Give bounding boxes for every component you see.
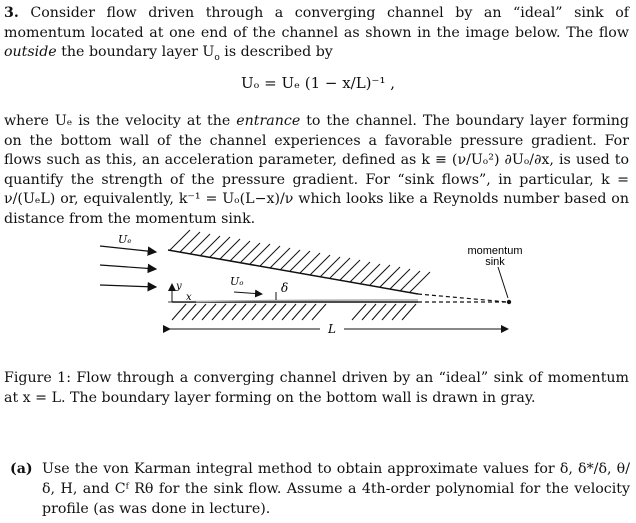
intro-text-2: the boundary layer U	[56, 44, 215, 60]
delta-label: δ	[281, 281, 289, 295]
part-a-tag: (a)	[10, 461, 33, 477]
uo-arrow	[234, 292, 262, 294]
channel-figure	[0, 222, 636, 352]
figure-caption: Figure 1: Flow through a converging channel driven by an “ideal” sink of momentum at x = L. The boundary layer forming on the bottom wall is drawn in gray.	[4, 370, 629, 406]
sink-label-2: sink	[485, 256, 505, 268]
main-equation	[0, 74, 636, 92]
inflow-arrows	[100, 246, 156, 287]
intro-sub: o	[214, 52, 220, 63]
sink-label-1: momentum	[467, 245, 523, 257]
y-label: y	[176, 281, 182, 292]
problem-number: 3.	[4, 5, 19, 21]
intro-text-1: Consider flow driven through a converging channel by an “ideal” sink of momentum located at one end of the channel as shown in the image below. The flow	[4, 5, 629, 41]
problem-intro	[4, 4, 629, 68]
top-dash	[418, 294, 508, 302]
ue-label: Uₑ	[118, 233, 132, 246]
bottom-wall-hatch	[172, 304, 416, 320]
part-a-text: Use the von Karman integral method to obtain approximate values for δ, δ*/δ, θ/δ, H, and Cᶠ Rθ for the sink flow. Assume a 4th-order polynomial for the velocity profile (as was done in lecture).	[42, 461, 630, 517]
sink-pointer	[498, 267, 508, 298]
para2-a: where Uₑ is the velocity at the	[4, 113, 237, 129]
equation-text: Uₒ = Uₑ (1 − x/L)⁻¹ ,	[240, 74, 396, 92]
intro-outside: outside	[4, 44, 57, 60]
sink-point	[507, 300, 511, 304]
problem-para2	[4, 112, 629, 229]
intro-text-3: is described by	[219, 44, 333, 60]
uo-label: Uₒ	[230, 275, 244, 288]
para2-b: to the channel. The boundary layer forming on the bottom wall of the channel experiences a favorable pressure gradient. For flows such as this, an acceleration parameter, defined as k ≡ (ν/Uₒ²) ∂Uₒ/∂x, is used to quantify the strength of the pressure gradient. For “sink flows”, in particular, k = ν/(UₑL) or, equivalently, k⁻¹ = Uₒ(L−x)/ν which looks like a Reynolds number based on distance from the momentum sink.	[4, 113, 629, 227]
part-a	[10, 459, 630, 519]
top-wall-hatch	[170, 230, 430, 292]
para2-entrance: entrance	[236, 113, 301, 129]
L-label: L	[328, 322, 336, 336]
x-label: x	[186, 292, 192, 303]
